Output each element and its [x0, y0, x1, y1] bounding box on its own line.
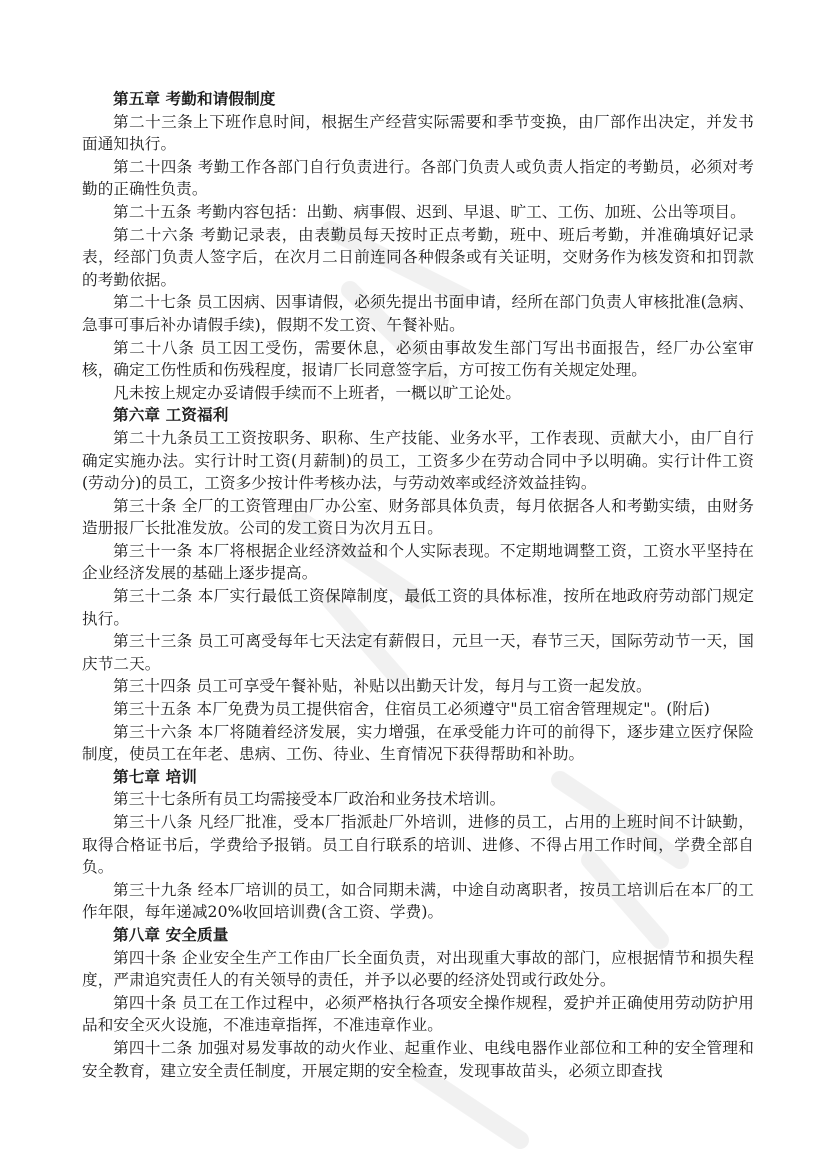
article-30: 第三十条 全厂的工资管理由厂办公室、财务部具体负责，每月依据各人和考勤实绩，由财务造册报厂长批准发放。公司的发工资日为次月五日。 — [82, 496, 754, 538]
chapter-7-heading: 第七章 培训 — [113, 766, 197, 786]
article-41: 第四十条 员工在工作过程中，必须严格执行各项安全操作规程，爱护并正确使用劳动防护用品和安全灭火设施，不准违章指挥，不准违章作业。 — [82, 993, 754, 1035]
article-42: 第四十二条 加强对易发事故的动火作业、起重作业、电线电器作业部位和工种的安全管理和安全教育，建立安全责任制度，开展定期的安全检查，发现事故苗头，必须立即查找 — [82, 1038, 754, 1080]
chapter-6-heading: 第六章 工资福利 — [113, 405, 229, 425]
article-31: 第三十一条 本厂将根据企业经济效益和个人实际表现。不定期地调整工资，工资水平坚持在企业经济发展的基础上逐步提高。 — [82, 541, 754, 583]
chapter-8-heading: 第八章 安全质量 — [113, 924, 229, 944]
chapter-5-heading: 第五章 考勤和请假制度 — [113, 89, 276, 108]
article-34: 第三十四条 员工可享受午餐补贴，补贴以出勤天计发，每月与工资一起发放。 — [113, 677, 652, 696]
article-23: 第二十三条上下班作息时间，根据生产经营实际需要和季节变换，由厂部作出决定，并发书面通知执行。 — [82, 112, 754, 154]
article-28: 第二十八条 员工因工受伤，需要休息，必须由事故发生部门写出书面报告，经厂办公室审核，确定工伤性质和伤残程度，报请厂长同意签字后，方可按工伤有关规定处理。 — [82, 338, 754, 380]
article-40: 第四十条 企业安全生产工作由厂长全面负责，对出现重大事故的部门，应根据情节和损失程度，严肃追究责任人的有关领导的责任，并予以必要的经济处罚或行政处分。 — [82, 948, 754, 990]
absence-note: 凡未按上规定办妥请假手续而不上班者，一概以旷工论处。 — [113, 383, 522, 402]
article-35: 第三十五条 本厂免费为员工提供宿舍，住宿员工必须遵守"员工宿舍管理规定"。(附后) — [113, 700, 710, 719]
article-26: 第二十六条 考勤记录表，由表勤员每天按时正点考勤，班中、班后考勤，并准确填好记录表，经部门负责人签字后，在次月二日前连同各种假条或有关证明，交财务作为核发资和扣罚款的考勤依据。 — [82, 225, 754, 289]
article-33: 第三十三条 员工可离受每年七天法定有薪假日，元旦一天，春节三天，国际劳动节一天，国庆节二天。 — [82, 632, 754, 673]
article-39: 第三十九条 经本厂培训的员工，如合同期未满，中途自动离职者，按员工培训后在本厂的工作年限，每年递减20%收回培训费(含工资、学费)。 — [82, 880, 754, 922]
article-32: 第三十二条 本厂实行最低工资保障制度，最低工资的具体标准，按所在地政府劳动部门规定执行。 — [82, 587, 754, 628]
article-37: 第三十七条所有员工均需接受本厂政治和业务技术培训。 — [113, 790, 506, 809]
article-38: 第三十八条 凡经厂批准，受本厂指派赴厂外培训，进修的员工，占用的上班时间不计缺勤，取得合格证书后，学费给予报销。员工自行联系的培训、进修、不得占用工作时间，学费全部自负。 — [82, 813, 754, 877]
article-27: 第二十七条 员工因病、因事请假，必须先提出书面申请，经所在部门负责人审核批准(急病、急事可事后补办请假手续)，假期不发工资、午餐补贴。 — [82, 293, 754, 334]
article-25: 第二十五条 考勤内容包括：出勤、病事假、迟到、早退、旷工、工伤、加班、公出等项目。 — [113, 202, 746, 221]
article-36: 第三十六条 本厂将随着经济发展，实力增强，在承受能力许可的前得下，逐步建立医疗保险制度，使员工在年老、患病、工伤、待业、生育情况下获得帮助和补助。 — [82, 722, 754, 764]
document-body — [82, 88, 754, 1082]
article-29: 第二十九条员工工资按职务、职称、生产技能、业务水平，工作表现、贡献大小，由厂自行确定实施办法。实行计时工资(月薪制)的员工，工资多少在劳动合同中予以明确。实行计件工资(劳动分)的员工，工资多少按计件考核办法，与劳动效率或经济效益挂钩。 — [82, 428, 754, 493]
article-24: 第二十四条 考勤工作各部门自行负责进行。各部门负责人或负责人指定的考勤员，必须对考勤的正确性负责。 — [82, 157, 754, 199]
